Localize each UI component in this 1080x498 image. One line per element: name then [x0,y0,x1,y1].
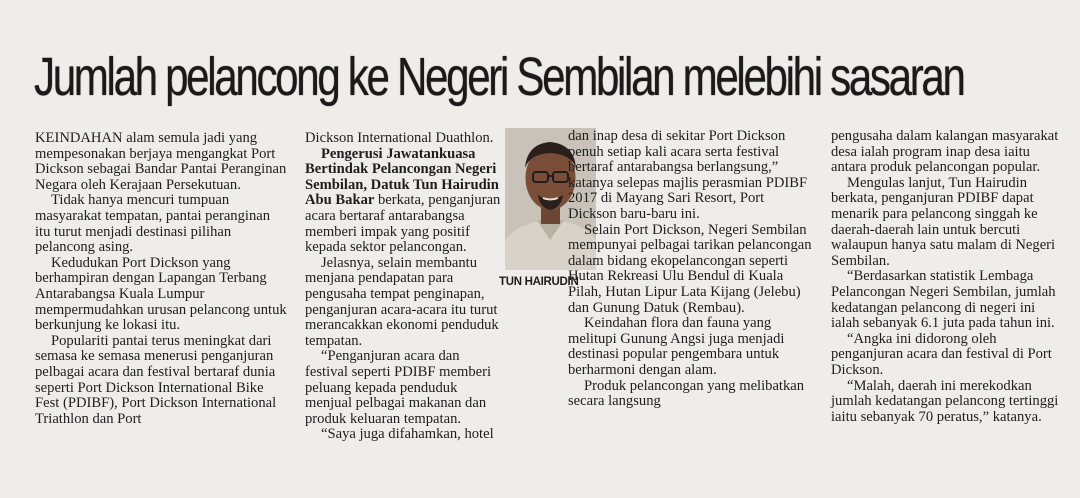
headline: Jumlah pelancong ke Negeri Sembilan melebihi sasaran [34,47,964,107]
paragraph: Tidak hanya mencuri tumpuan masyarakat tempatan, pantai peranginan itu turut menjadi destinasi pilihan pelancong asing. [35,192,271,256]
paragraph [305,147,505,256]
paragraph: “Saya juga difahamkan, hotel [321,426,494,443]
paragraph: Mengulas lanjut, Tun Hairudin berkata, penganjuran PDIBF dapat menarik para pelancong singgah ke daerah-daerah lain untuk bercuti walaupun hanya satu malam di Negeri Sembilan. [831,174,1056,269]
article-column-1 [35,131,287,427]
article-column-3 [568,129,812,410]
paragraph: “Penganjuran acara dan festival seperti PDIBF memberi peluang kepada penduduk menjual pelbagai makanan dan produk keluaran tempatan. [305,348,492,427]
paragraph: Jelasnya, selain membantu menjana pendapatan para pengusaha tempat penginapan, penganjuran acara-acara itu turut merancakkan ekonomi penduduk tempatan. [305,254,499,349]
paragraph: Keindahan flora dan fauna yang melitupi Gunung Angsi juga menjadi destinasi popular pengembara untuk berharmoni dengan alam. [568,315,785,378]
paragraph: Produk pelancongan yang melibatkan secara langsung [568,377,805,410]
bold-lead-name: Pengerusi Jawatankuasa Bertindak Pelancongan Negeri Sembilan, Datuk Tun Hairudin Abu Bakar [305,145,499,209]
paragraph: Selain Port Dickson, Negeri Sembilan mempunyai pelbagai tarikan pelancongan dalam bidang ekopelancongan seperti Hutan Rekreasi Ulu Bendul di Kuala Pilah, Hutan Lipur Lata Kijang (Jelebu) dan Gunung Datuk (Rembau). [568,221,812,316]
paragraph: “Angka ini didorong oleh penganjuran acara dan festival di Port Dickson. [831,330,1052,378]
photo-caption: TUN HAIRUDIN [499,276,579,288]
paragraph: “Malah, daerah ini merekodkan jumlah kedatangan pelancong tertinggi iaitu sebanyak 70 peratus,” katanya. [831,377,1059,425]
paragraph-continuation: berkata, penganjuran acara bertaraf antarabangsa memberi impak yang positif kepada sektor pelancongan. [305,192,501,256]
paragraph: Dickson International Duathlon. [305,130,494,146]
paragraph: “Berdasarkan statistik Lembaga Pelancongan Negeri Sembilan, jumlah kedatangan pelancong di negeri ini ialah sebanyak 6.1 juta pada tahun ini. [831,268,1056,332]
paragraph: Kedudukan Port Dickson yang berhampiran dengan Lapangan Terbang Antarabangsa Kuala Lumpur mempermudahkan urusan pelancong untuk berkunjung ke lokasi itu. [35,254,287,334]
paragraph: Populariti pantai terus meningkat dari semasa ke semasa menerusi penganjuran pelbagai acara dan festival bertaraf dunia seperti Port Dickson International Bike Fest (PDIBF), Port Dickson International Triathlon dan Port [35,332,277,427]
paragraph: KEINDAHAN alam semula jadi yang mempesonakan berjaya mengangkat Port Dickson sebagai Bandar Pantai Peranginan Negara oleh Kerajaan Persekutuan. [35,130,287,193]
paragraph: pengusaha dalam kalangan masyarakat desa ialah program inap desa iaitu antara produk pelancongan popular. [831,128,1059,176]
paragraph: dan inap desa di sekitar Port Dickson penuh setiap kali acara serta festival bertaraf antarabangsa berlangsung,” katanya selepas majlis perasmian PDIBF 2017 di Mayang Sari Resort, Port Dickson baru-baru ini. [568,128,808,222]
article-column-2 [305,131,505,443]
article-column-4 [831,129,1059,425]
